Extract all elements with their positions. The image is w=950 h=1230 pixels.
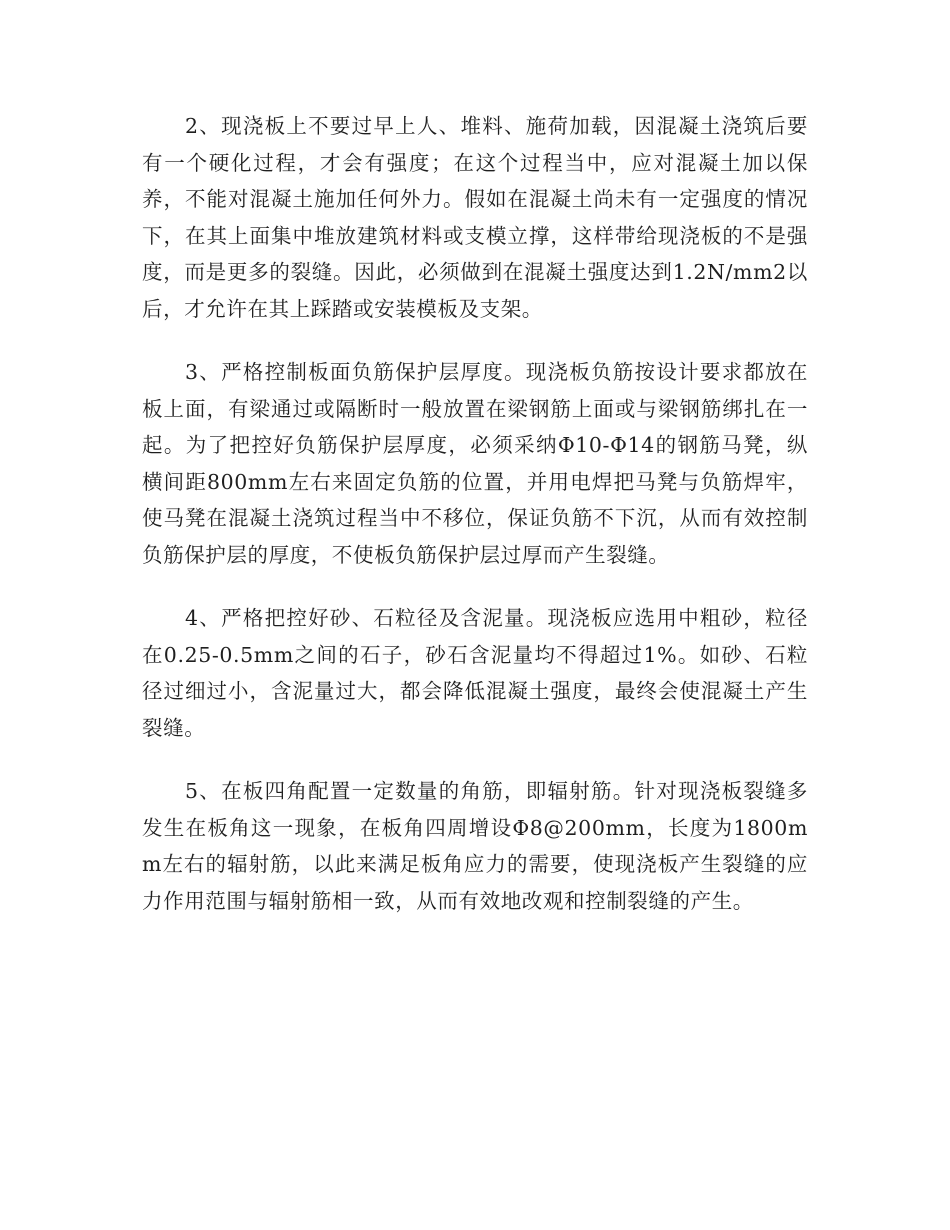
document-body: [142, 108, 808, 946]
paragraph-item-4: 4、严格把控好砂、石粒径及含泥量。现浇板应选用中粗砂，粒径在0.25-0.5mm之间的石子，砂石含泥量均不得超过1%。如砂、石粒径过细过小，含泥量过大，都会降低混凝土强度，最终会使混凝土产生裂缝。: [142, 606, 808, 740]
paragraph-item-5: 5、在板四角配置一定数量的角筋，即辐射筋。针对现浇板裂缝多发生在板角这一现象，在板角四周增设Φ8@200mm，长度为1800mm左右的辐射筋，以此来满足板角应力的需要，使现浇板产生裂缝的应力作用范围与辐射筋相一致，从而有效地改观和控制裂缝的产生。: [142, 779, 808, 913]
paragraph-item-3: 3、严格控制板面负筋保护层厚度。现浇板负筋按设计要求都放在板上面，有梁通过或隔断时一般放置在梁钢筋上面或与梁钢筋绑扎在一起。为了把控好负筋保护层厚度，必须采纳Φ10-Φ14的钢筋马凳，纵横间距800mm左右来固定负筋的位置，并用电焊把马凳与负筋焊牢，使马凳在混凝土浇筑过程当中不移位，保证负筋不下沉，从而有效控制负筋保护层的厚度，不使板负筋保护层过厚而产生裂缝。: [142, 360, 808, 567]
paragraph-item-2: 2、现浇板上不要过早上人、堆料、施荷加载，因混凝土浇筑后要有一个硬化过程，才会有强度；在这个过程当中，应对混凝土加以保养，不能对混凝土施加任何外力。假如在混凝土尚未有一定强度的情况下，在其上面集中堆放建筑材料或支模立撑，这样带给现浇板的不是强度，而是更多的裂缝。因此，必须做到在混凝土强度达到1.2N/mm2以后，才允许在其上踩踏或安装模板及支架。: [142, 114, 808, 321]
